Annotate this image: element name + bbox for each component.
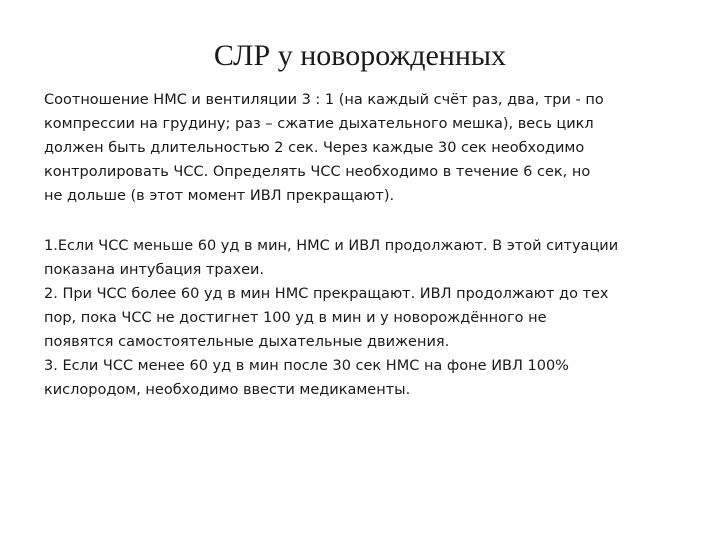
text-line: компрессии на грудину; раз – сжатие дыхательного мешка), весь цикл	[44, 116, 594, 132]
slide-body	[44, 88, 684, 402]
text-line: 3. Если ЧСС менее 60 уд в мин после 30 сек НМС на фоне ИВЛ 100%	[44, 358, 569, 374]
text-line: Соотношение НМС и вентиляции 3 : 1 (на каждый счёт раз, два, три - по	[44, 92, 604, 108]
text-line: показана интубация трахеи.	[44, 262, 265, 278]
text-line: пор, пока ЧСС не достигнет 100 уд в мин и у новорождённого не	[44, 310, 547, 326]
paragraph-item-1	[44, 234, 684, 282]
text-line: контролировать ЧСС. Определять ЧСС необходимо в течение 6 сек, но	[44, 164, 591, 180]
slide-title: СЛР у новорожденных	[213, 39, 507, 72]
text-line: должен быть длительностью 2 сек. Через каждые 30 сек необходимо	[44, 140, 585, 156]
text-line: кислородом, необходимо ввести медикаменты.	[44, 382, 411, 398]
text-line: не дольше (в этот момент ИВЛ прекращают).	[44, 188, 395, 204]
paragraph-ratio	[44, 88, 684, 208]
paragraph-item-3	[44, 354, 684, 402]
paragraph-item-2	[44, 282, 684, 354]
text-line: 2. При ЧСС более 60 уд в мин НМС прекращают. ИВЛ продолжают до тех	[44, 286, 609, 302]
text-line: 1.Если ЧСС меньше 60 уд в мин, НМС и ИВЛ продолжают. В этой ситуации	[44, 238, 619, 254]
text-line: появятся самостоятельные дыхательные движения.	[44, 334, 450, 350]
